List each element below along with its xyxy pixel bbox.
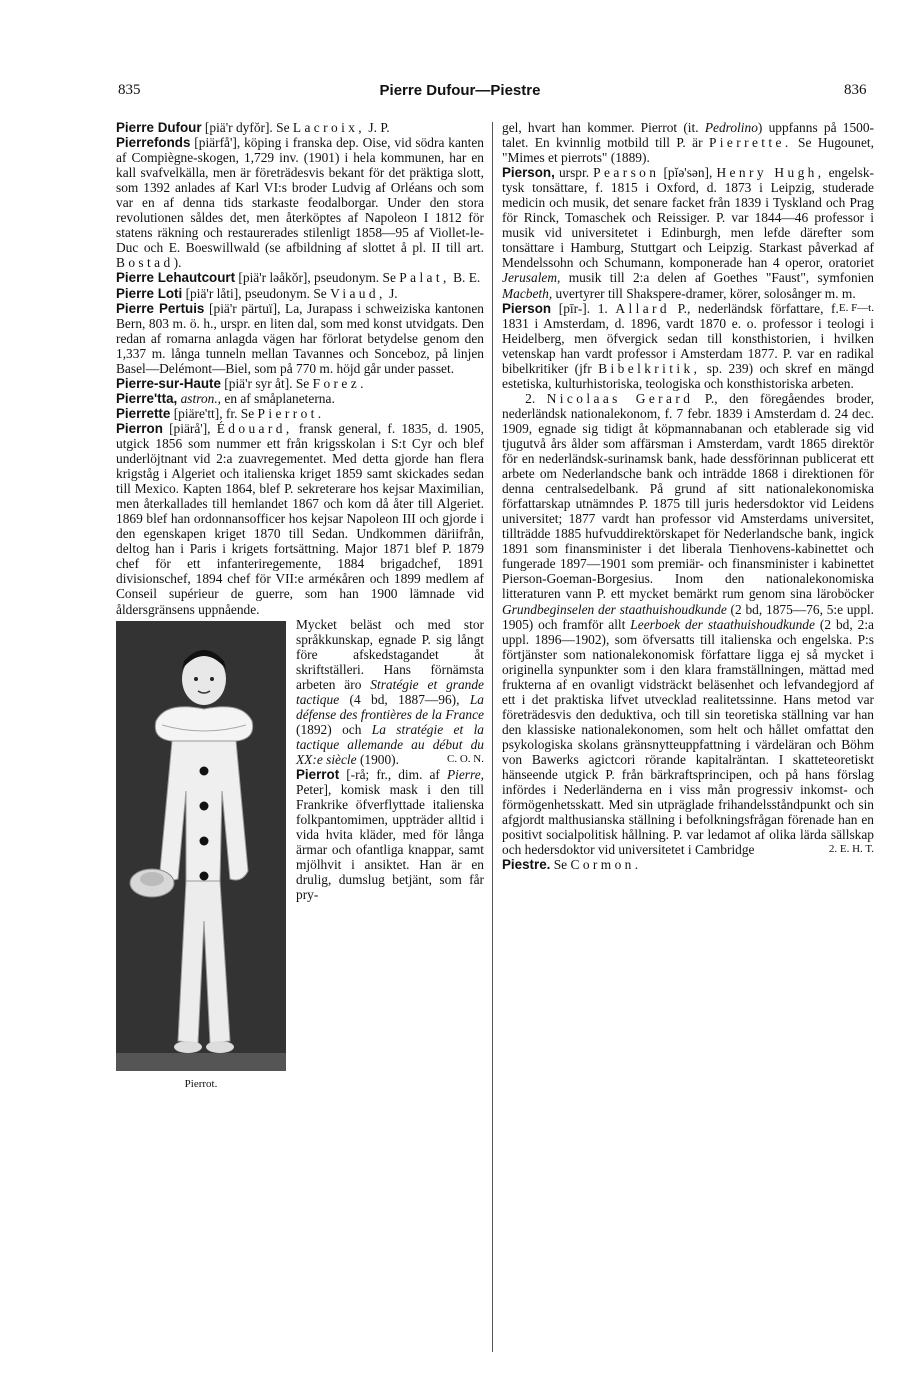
entry-text: (1900). — [356, 751, 399, 767]
entry-text: J. P. — [365, 120, 390, 135]
entry-text: Se — [550, 857, 571, 873]
entry-text: [pīr-]. 1. — [551, 300, 616, 316]
cross-ref: Cormon. — [570, 857, 642, 873]
pierrot-illustration — [116, 621, 286, 1071]
cross-ref: Pierrot. — [257, 405, 325, 421]
person-name: Pearson — [593, 165, 660, 181]
entry-text: [piä'r pärtuï], La, Jurapass i schweiziska kantonen Bern, 803 m. ö. h., urspr. en liten dal, som med konst utvidgats. Den redan af romarna anlagda vägen har förlorat betydelse genom den 1,337 m. långa tunneln mellan Tavannes och Sonceboz, på linjen Basel—Delémont—Biel, som på 770 m. höjd går under passet. — [116, 300, 484, 376]
cross-ref: Lacroix, — [292, 120, 366, 135]
entry-text: (2 bd, 1875—76, 5:e uppl. 1905) och framför allt — [502, 601, 874, 632]
person-name: Allard — [615, 300, 671, 316]
entry-pierson-nicolaas — [502, 391, 874, 857]
person-name: Édouard, — [216, 420, 293, 436]
headword: Piestre. — [502, 857, 551, 873]
entry-text: [piärfå'], köping i franska dep. Oise, vid södra kanten af Compiègne-skogen, 1,729 inv. (1901) i hela kommunen, har en kall svafvelkälla, men är företrädesvis bekant för det präktiga slott, som 1392 anlades af Karl VI:s broder Ludvig af Orléans och som var en af denna tids starkaste feodalborgar. Under den stora revolutionen såldes det, men återköptes af Napoleon I 1812 för statens räkning och restaurerades stilenligt 1858—95 af Viollet-le-Duc och E. Boeswillwald (se afbildning af slottet å pl. II till art. — [116, 135, 484, 256]
entry-italic: astron., — [177, 390, 222, 406]
entry-text: [pĭə'sən], — [659, 165, 717, 181]
entry-italic: Pierre, — [446, 767, 484, 783]
entry-pierre-lehautcourt — [116, 270, 484, 285]
page-header — [0, 82, 920, 106]
cross-ref: Bibelkritik, — [598, 360, 701, 376]
work-title: La défense des frontières de la France — [296, 691, 484, 722]
author-signature: C. O. N. — [447, 752, 484, 765]
entry-text: Se Hugounet, "Mimes et pierrots" (1889). — [502, 135, 874, 166]
entry-text: gel, hvart han kommer. Pierrot (it. — [502, 120, 705, 135]
column-divider — [492, 122, 493, 1352]
page-number-right: 836 — [844, 82, 867, 98]
entry-pierre-pertuis — [116, 301, 484, 376]
entry-pierre-dufour — [116, 120, 484, 135]
cross-ref: Palat, — [399, 270, 450, 286]
entry-text: engelsk-tysk tonsättare, f. 1815 i Oxford, d. 1873 i Leipzig, studerade medicin och musik, det senare facket från 1839 i Tyskland och Prag för Rinck, Tomaschek och Reissiger. P. var 1844—46 professor i musik vid universitetet i Edinburgh, men lefde därefter som tonsättare i Hamburg, Stuttgart och Leipzig. Starkast påverkad af Mendelssohn och Schumann, komponerade han 4 operor, oratoriet — [502, 165, 874, 271]
author-signature: 2. E. H. T. — [828, 843, 874, 856]
entry-text: en af småplaneterna. — [221, 390, 335, 406]
entry-text: musik till 2:a delen af Goethes "Faust", symfonien — [560, 270, 874, 286]
pierrot-figure — [116, 621, 286, 1091]
figure-caption: Pierrot. — [184, 1077, 218, 1090]
entry-pierrefonds — [116, 135, 484, 270]
entry-text: Peter], komisk mask i den till Frankrike öfverflyttade italienska folkpantomimen, uppträder alltid i vida hvita kläder, med för långa ärmar och ofantliga knappar, samt mjölhvit i ansiktet. Han är en drulig, dumslug betjänt, som får pry- — [296, 782, 484, 903]
entry-text: ) uppfanns på 1500-talet. En kvinnlig motbild till P. är — [502, 120, 874, 151]
headword: Pierron — [116, 420, 163, 436]
headword: Pierrot — [296, 767, 340, 783]
entry-italic: Pedrolino — [704, 120, 758, 135]
work-title: Macbeth, — [502, 285, 553, 301]
author-signature: E. F—t. — [838, 301, 874, 314]
entry-text: uvertyrer till Shakspere-dramer, körer, solosånger m. m. — [552, 285, 856, 301]
work-title: Stratégie et grande tactique — [296, 676, 484, 707]
entry-text: [piä'r dyfŏr]. Se — [201, 120, 293, 135]
entry-pierrot-continued — [502, 120, 874, 165]
cross-ref: Forez. — [312, 375, 367, 391]
entry-pierrette — [116, 406, 484, 421]
entry-text: [piärå'], — [162, 420, 217, 436]
entry-pierretta — [116, 391, 484, 406]
entry-text: P., den föregåendes broder, nederländsk nationalekonom, f. 7 febr. 1839 i Amsterdam d. 24 dec. 1909, egnade sig tidigt åt köpmannabanan och etablerade sig vid tjugutvå års ålder som affärsman i Amsterdam, vardt 1865 direktör för en nederländsk-surinamsk bank, hade dessförinnan publicerat ett arbete om Nederlandsche bank och inträdde 1868 i direktionen för denna centralsedelbank. På grund af sitt nationalekonomiska författarskap utnämndes P. 1875 till juris hedersdoktor vid Leidens universitet; 1877 vardt han professor vid Amsterdams universitet, tillträdde 1885 hufvuddirektörskapet för Nederlandsche bank, ingick 1891 som finansminister i det liberala Tienhovens-kabinettet och fungerade 1897—1901 som premiär- och finansminister i kabinettet Pierson-Goeman-Borgesius. Inom den nationalekonomiska litteraturen vann P. ett mycket bemärkt rum genom sina läroböcker — [502, 390, 875, 602]
cross-ref: Viaud, — [330, 285, 386, 301]
running-title: Pierre Dufour—Piestre — [379, 82, 541, 99]
entry-text: (4 bd, 1887—96), — [339, 691, 470, 707]
entry-pierson-allard — [502, 301, 874, 391]
entry-text: [piä'r låti], pseudonym. Se — [182, 285, 331, 301]
page-number-left: 835 — [118, 82, 141, 98]
headword: Pierrefonds — [116, 135, 191, 151]
entry-text: 2. — [525, 390, 547, 406]
entry-text: [-rå; fr., dim. af — [339, 767, 447, 783]
entry-text: urspr. — [554, 165, 594, 181]
entry-text: Mycket beläst och med stor språkkunskap, egnade P. sig långt före afskedstagandet åt skriftställeri. Hans förnämsta arbeten äro — [296, 616, 484, 692]
entry-text: B. E. — [449, 270, 481, 286]
entry-text: (2 bd, 2:a uppl. 1896—1902), som öfversatts till italienska och engelska. P:s förtjänster som nationalekonomisk författare ligga ej så mycket i originella synpunkter som i den klara framställningen, mättad med frukterna af en ovanligt vidsträckt beläsenhet och lefvandegjord af ett i det praktiska lifvet utvecklad realitetssinne. Hans metod var företrädesvis den deduktiva, och till sin teoretiska ställning var han den klassiske nationalekonomen, som helt och hållet omfattat den psykologiska skolans gränsnytteuppfattning i värdeläran och Böhm von Bawerks agictcori rörande kapitalräntan. I skatteteoretiskt hänseende utgick P. från bärkraftsprincipen, och på hans förslag infördes i Nederländerna en i viss mån progressiv inkomst- och förmögenhetsskatt. Med sin utpräglade frihandelsståndpunkt och sin afgjordt malthusianska ställning i befolkningsfrågan förenade han en positivt socialpolitisk hållning. P. var ledamot af olika lärda sällskap och hedersdoktor vid universitetet i Cambridge — [502, 616, 874, 858]
entry-text: (1892) och — [296, 721, 372, 737]
headword: Pierrette — [116, 405, 171, 421]
entry-pierron — [116, 421, 484, 617]
work-title: La stratégie et la tactique allemande au début du XX:e siècle — [296, 721, 484, 767]
entry-text: ). — [173, 255, 182, 271]
entry-text: J. — [385, 285, 398, 301]
headword: Pierre-sur-Haute — [116, 375, 221, 391]
right-column — [502, 120, 874, 872]
person-name: Nicolaas Gerard — [546, 390, 694, 406]
headword: Pierre'tta, — [116, 390, 178, 406]
entry-text: [piä'r ləåkŏr], pseudonym. Se — [235, 270, 400, 286]
left-column — [116, 120, 484, 1091]
entry-pierre-loti — [116, 286, 484, 301]
entry-text: sp. 239) och skref en mängd estetiska, kulturhistoriska, teologiska och konsthistoriska arbeten. — [502, 360, 875, 391]
entry-text: [piä'r syr åt]. Se — [220, 375, 313, 391]
work-title: Leerboek der staathuishoudkunde — [630, 616, 815, 632]
entry-piestre — [502, 857, 874, 872]
headword: Pierre Lehautcourt — [116, 270, 236, 286]
cross-ref: Bostad — [116, 255, 174, 271]
headword: Pierre Loti — [116, 285, 183, 301]
entry-pierre-sur-haute — [116, 376, 484, 391]
entry-text: [piäre'tt], fr. Se — [170, 405, 258, 421]
work-title: Grundbeginselen der staathuishoudkunde — [502, 601, 727, 617]
headword: Pierre Pertuis — [116, 300, 205, 316]
headword: Pierre Dufour — [116, 120, 202, 135]
headword: Pierson, — [502, 165, 555, 181]
cross-ref: Pierrette. — [708, 135, 792, 151]
headword: Pierson — [502, 300, 552, 316]
entry-text: P., nederländsk författare, f. 1831 i Amsterdam, d. 1896, vardt 1870 e. o. professor i teologi i Heidelberg, men öfvergick sedan till konsthistorien, i hvilken vetenskap han vardt professor i Amsterdam 1877. P. var en radikal bibelkritiker (jfr — [502, 300, 874, 376]
work-title: Jerusalem, — [502, 270, 561, 286]
person-name: Henry Hugh, — [716, 165, 825, 181]
entry-text: fransk general, f. 1835, d. 1905, utgick 1856 som nummer ett från krigsskolan i S:t Cyr och blef underlöjtnant vid 2:a zuavregementet. Med detta gjorde han flera krigståg i Algeriet och italienska kriget 1859 samt skickades sedan till Mexico. Kapten 1864, blef P. sekreterare hos kejsar Maximilian, men återkallades till hemlandet 1867 och kom då åter till Algeriet. 1869 blef han ordonnansofficer hos kejsar Napoleon III och gjorde i den egenskapen kriget 1870 till Sedan. Undkommen däriifrån, deltog han i Paris i krigets fortsättning. Major 1871 blef P. 1879 chef för ett infanteriregemente, 1884 brigadchef, 1891 divisionschef, 1894 chef för VII:e arméкåren och 1899 medlem af Conseil supérieur de guerre, som han 1900 lämnade vid åldersgränsens uppnående. — [116, 420, 484, 617]
